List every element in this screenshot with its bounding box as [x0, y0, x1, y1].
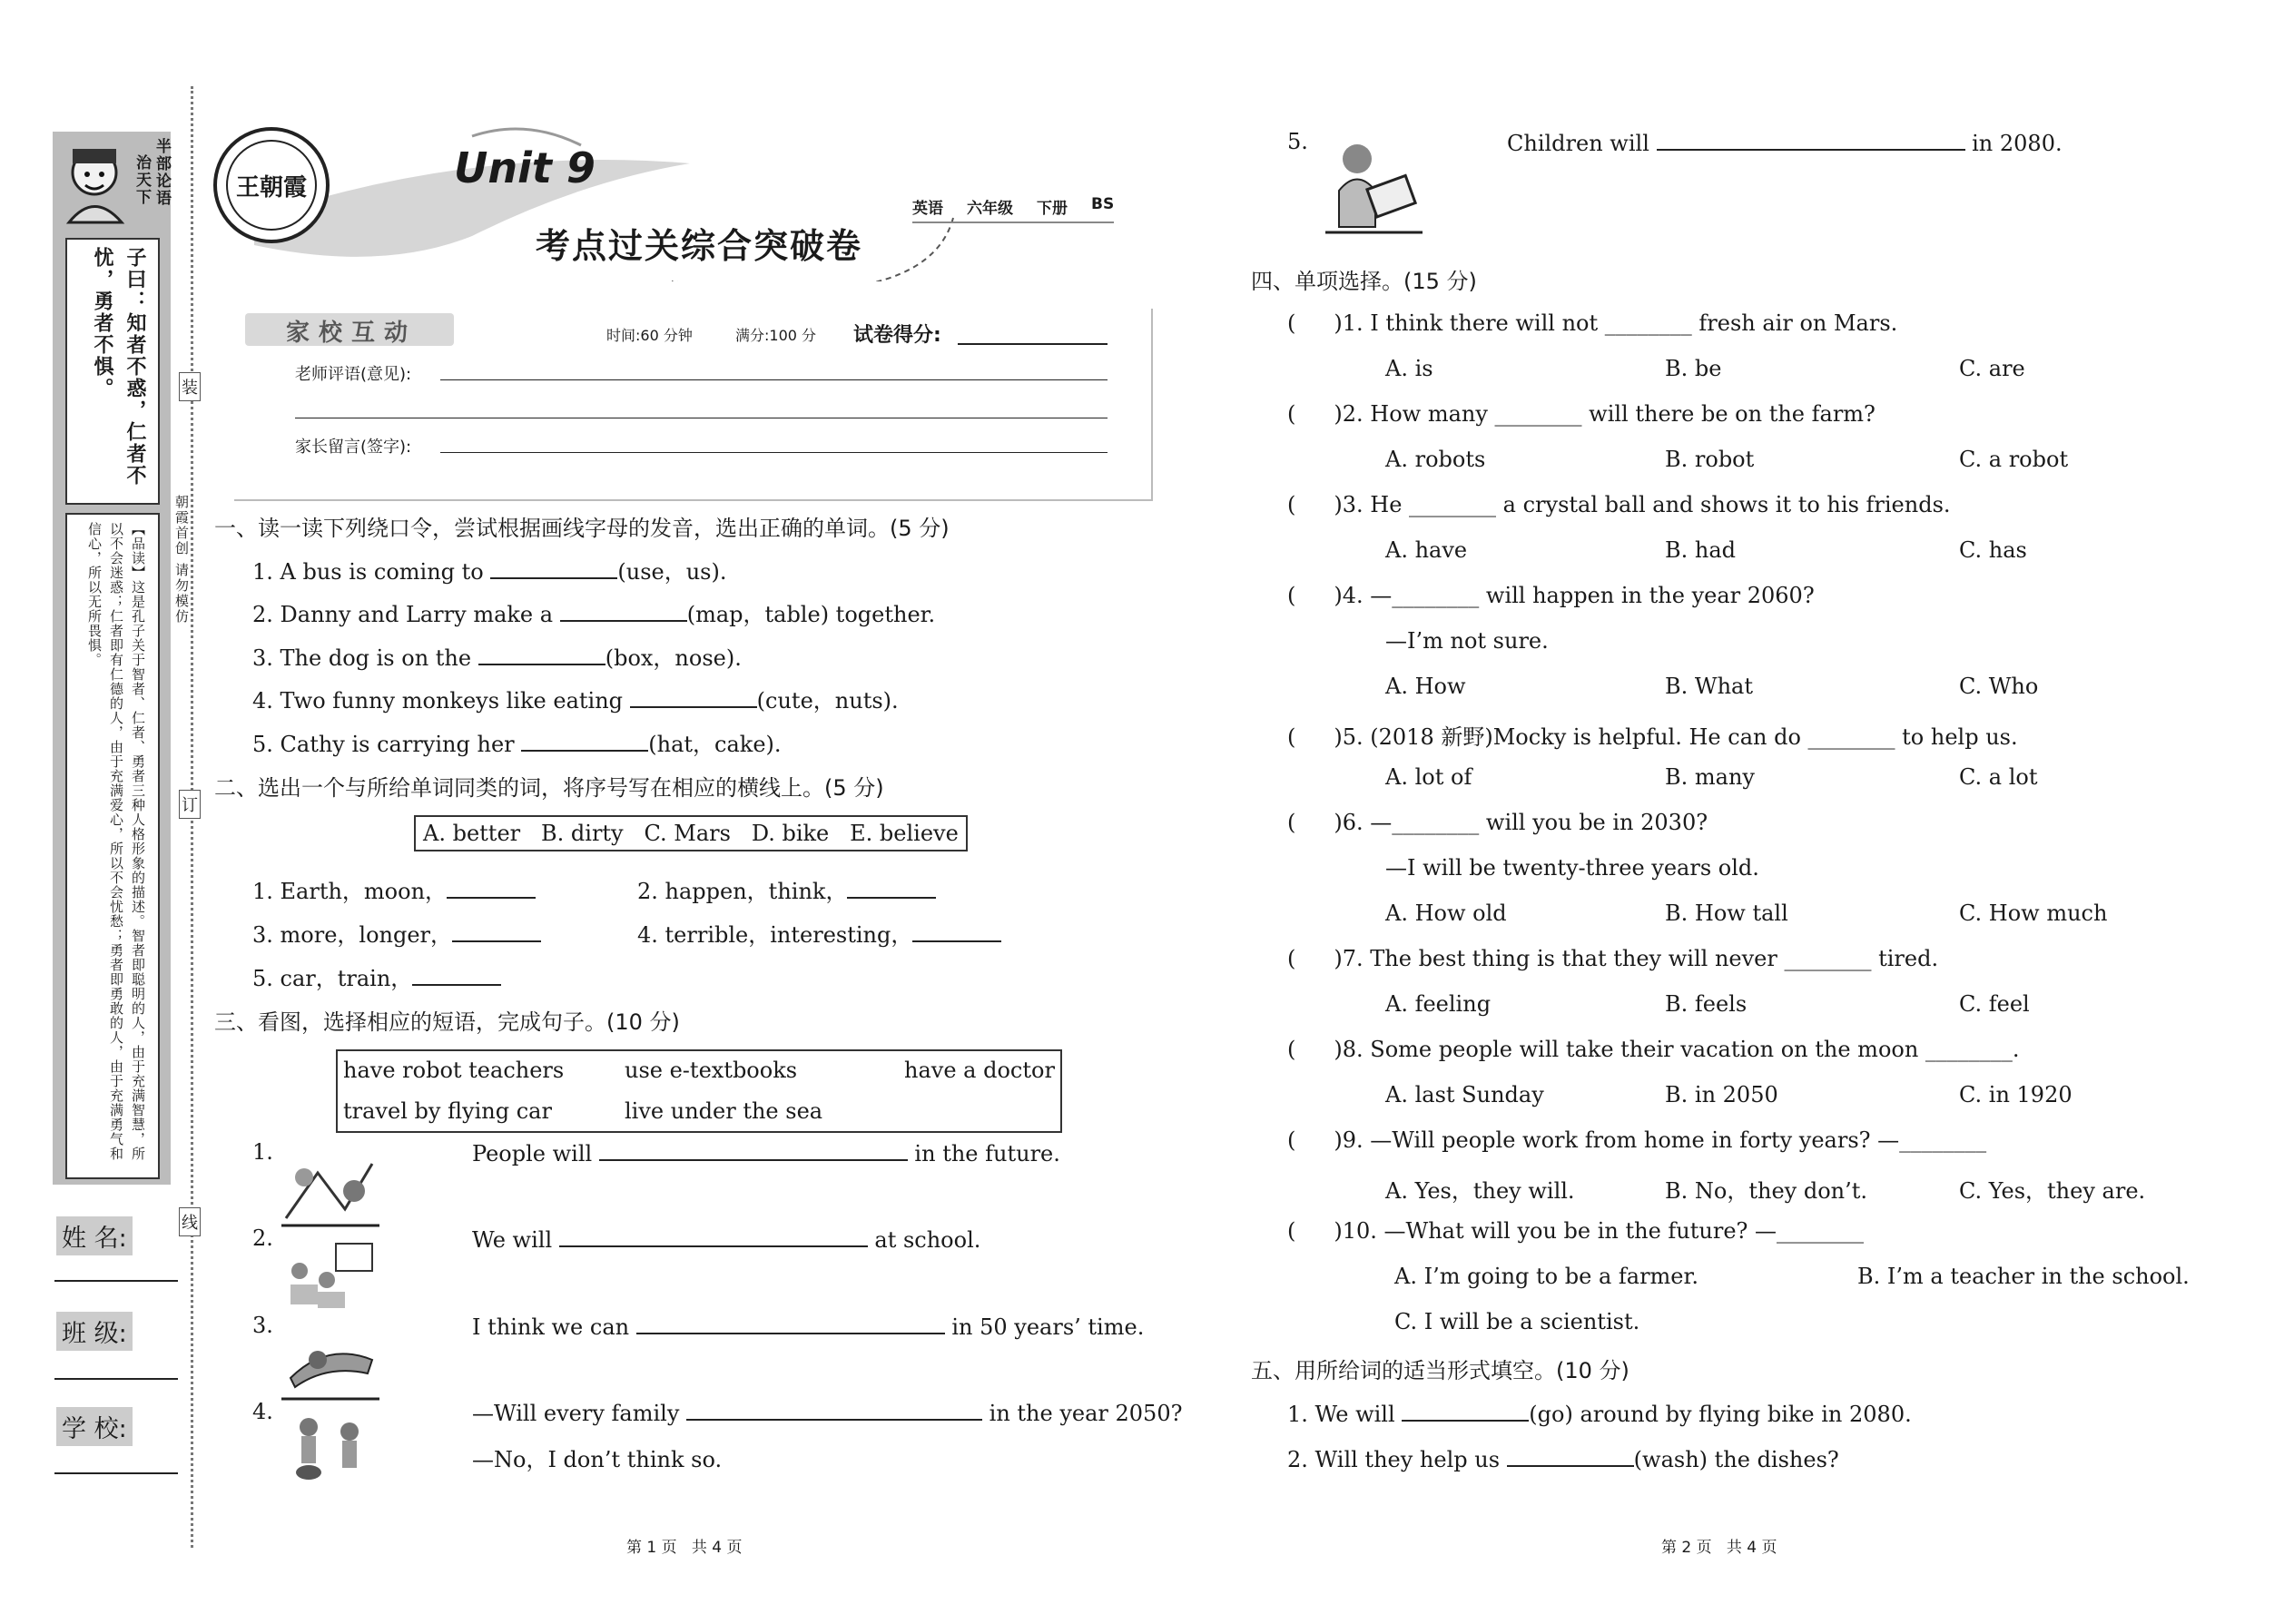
section4-title: 四、单项选择。(15 分): [1251, 269, 1477, 294]
s2-blank-2[interactable]: [847, 877, 936, 899]
q5-opt-a[interactable]: A. lot of: [1385, 764, 1472, 790]
s2-blank-1[interactable]: [447, 877, 536, 899]
q3-opt-a[interactable]: A. have: [1385, 537, 1468, 563]
q4-line2: —I’m not sure.: [1385, 628, 1549, 654]
s3-num-1: 1.: [252, 1139, 273, 1165]
s5-blank-1[interactable]: [1402, 1400, 1529, 1422]
q3-opt-c[interactable]: C. has: [1959, 537, 2027, 563]
s3-num-4: 4.: [252, 1399, 273, 1424]
s3-item-4-answer: —No，I don’t think so.: [472, 1447, 723, 1472]
score-label: 试卷得分:: [853, 324, 941, 347]
s3-item-1: People will in the future.: [472, 1141, 1060, 1166]
q6-line2: —I will be twenty-three years old.: [1385, 855, 1759, 881]
footer-page-2: 第 2 页 共 4 页: [1661, 1539, 1777, 1557]
s3-item-5: Children will in 2080.: [1507, 131, 2063, 156]
teacher-comment-label: 老师评语(意见):: [295, 365, 412, 384]
family-box-frame: [234, 309, 1153, 501]
s3-picture-4: [281, 1409, 379, 1481]
parent-message-label: 家长留言(签字):: [295, 438, 412, 457]
s1-item-4: 4. Two funny monkeys like eating (cute，nuts).: [252, 688, 899, 714]
q6: ( )6. —________ will you be in 2030?: [1287, 810, 1708, 835]
s5-item-2: 2. Will they help us (wash) the dishes?: [1287, 1447, 1839, 1472]
s2-blank-4[interactable]: [912, 920, 1001, 942]
section2-title: 二、选出一个与所给单词同类的词，将序号写在相应的横线上。(5 分): [214, 775, 884, 801]
s1-blank-1[interactable]: [490, 557, 617, 579]
q8-opt-a[interactable]: A. last Sunday: [1385, 1082, 1544, 1107]
unit-title: Unit 9: [454, 143, 596, 192]
q3: ( )3. He ________ a crystal ball and shows it to his friends.: [1287, 492, 1951, 517]
name-field[interactable]: [54, 1280, 178, 1282]
q7-opt-c[interactable]: C. feel: [1959, 991, 2030, 1017]
tag-volume: 下册: [1037, 200, 1068, 218]
class-field[interactable]: [54, 1378, 178, 1380]
q10-opt-a[interactable]: A. I’m going to be a farmer.: [1394, 1264, 1698, 1289]
footer-page-1: 第 1 页 共 4 页: [626, 1539, 743, 1557]
tag-grade: 六年级: [967, 200, 1013, 218]
name-label: 姓 名:: [56, 1216, 133, 1255]
s5-item-1: 1. We will (go) around by flying bike in 2080.: [1287, 1402, 1912, 1427]
q2-opt-b[interactable]: B. robot: [1665, 447, 1755, 472]
q1-opt-a[interactable]: A. is: [1385, 356, 1433, 381]
s1-blank-4[interactable]: [630, 686, 757, 708]
q2-opt-c[interactable]: C. a robot: [1959, 447, 2069, 472]
series-label-left: 治天下: [133, 154, 151, 206]
q4-opt-a[interactable]: A. How: [1385, 674, 1466, 699]
q9-opt-b[interactable]: B. No，they don’t.: [1665, 1178, 1868, 1204]
q4: ( )4. —________ will happen in the year 2060?: [1287, 583, 1815, 608]
s1-item-1: 1. A bus is coming to (use，us).: [252, 559, 727, 585]
s2-item-5: 5. car，train，: [252, 960, 501, 992]
confucius-illustration: [58, 136, 140, 227]
q6-opt-b[interactable]: B. How tall: [1665, 901, 1788, 926]
s1-blank-5[interactable]: [521, 730, 648, 752]
s3-blank-2[interactable]: [559, 1225, 868, 1247]
q2: ( )2. How many ________ will there be on the farm?: [1287, 401, 1876, 427]
school-field[interactable]: [54, 1472, 178, 1474]
page-title: 考点过关综合突破卷: [536, 226, 863, 266]
q5-opt-c[interactable]: C. a lot: [1959, 764, 2038, 790]
s3-item-4: —Will every family in the year 2050?: [472, 1401, 1183, 1426]
s2-blank-5[interactable]: [412, 964, 501, 986]
s3-picture-2: [281, 1239, 379, 1312]
q7-opt-b[interactable]: B. feels: [1665, 991, 1748, 1017]
cut-mark-3: 线: [179, 1207, 201, 1236]
s3-num-2: 2.: [252, 1225, 273, 1251]
cut-mark-2: 订: [179, 790, 201, 819]
school-label: 学 校:: [56, 1407, 133, 1446]
s3-num-3: 3.: [252, 1313, 273, 1338]
family-banner: 家校互动: [286, 320, 418, 347]
s3-item-3: I think we can in 50 years’ time.: [472, 1314, 1145, 1340]
q8: ( )8. Some people will take their vacation on the moon ________.: [1287, 1037, 2020, 1062]
subject-tags: [912, 195, 1114, 223]
brand-logo: [213, 127, 330, 243]
s1-blank-3[interactable]: [478, 644, 605, 665]
s3-picture-3: [281, 1324, 379, 1401]
q2-opt-a[interactable]: A. robots: [1385, 447, 1486, 472]
s1-item-3: 3. The dog is on the (box，nose).: [252, 645, 742, 671]
q7-opt-a[interactable]: A. feeling: [1385, 991, 1492, 1017]
q3-opt-b[interactable]: B. had: [1665, 537, 1737, 563]
s3-num-5: 5.: [1287, 129, 1308, 154]
s3-phrase-5: live under the sea: [625, 1098, 823, 1124]
section3-title: 三、看图，选择相应的短语，完成句子。(10 分): [214, 1009, 680, 1035]
s1-item-5: 5. Cathy is carrying her (hat，cake).: [252, 732, 782, 757]
s1-blank-2[interactable]: [560, 600, 687, 622]
q7: ( )7. The best thing is that they will never ________ tired.: [1287, 946, 1939, 971]
q10: ( )10. —What will you be in the future? —________: [1287, 1218, 1865, 1244]
tag-subject: 英语: [912, 200, 943, 218]
q9-opt-c[interactable]: C. Yes，they are.: [1959, 1178, 2146, 1204]
q1: ( )1. I think there will not ________ fresh air on Mars.: [1287, 310, 1898, 336]
s2-options-box: A. better B. dirty C. Mars D. bike E. believe: [414, 815, 968, 851]
s2-item-3: 3. more，longer，: [252, 917, 541, 949]
q10-opt-c[interactable]: C. I will be a scientist.: [1394, 1309, 1640, 1334]
s3-phrase-1: have robot teachers: [343, 1058, 565, 1083]
s5-blank-2[interactable]: [1507, 1445, 1634, 1467]
q6-opt-c[interactable]: C. How much: [1959, 901, 2108, 926]
q9: ( )9. —Will people work from home in forty years? —________: [1287, 1127, 1987, 1153]
quote-text: 子曰：知者不惑，仁者不忧，勇者不惧。: [91, 247, 146, 487]
s3-blank-5[interactable]: [1657, 129, 1965, 151]
q4-opt-c[interactable]: C. Who: [1959, 674, 2039, 699]
s3-picture-1: [281, 1155, 379, 1227]
q8-opt-c[interactable]: C. in 1920: [1959, 1082, 2072, 1107]
s3-blank-3[interactable]: [636, 1313, 945, 1334]
s3-picture-5: [1321, 136, 1428, 236]
q4-opt-b[interactable]: B. What: [1665, 674, 1753, 699]
s3-phrase-3: have a doctor: [904, 1058, 1055, 1083]
s2-blank-3[interactable]: [452, 920, 541, 942]
exam-full-score: 满分:100 分: [735, 327, 817, 344]
q9-opt-a[interactable]: A. Yes，they will.: [1385, 1178, 1575, 1204]
s3-blank-1[interactable]: [599, 1139, 908, 1161]
tag-edition: BS: [1091, 195, 1115, 213]
s3-phrase-4: travel by flying car: [343, 1098, 552, 1124]
s1-item-2: 2. Danny and Larry make a (map，table) together.: [252, 602, 936, 627]
s2-item-2: 2. happen，think，: [637, 873, 936, 905]
s2-item-1: 1. Earth，moon，: [252, 873, 536, 905]
commentary-text: 【品读】这是孔子关于智者、仁者、勇者三种人格形象的描述。智者即聪明的人，由于充满智慧，所以不会迷惑；仁者即有仁德的人，由于充满爱心，所以不会忧愁；勇者即勇敢的人，由于充满勇气和信心，所以无所畏惧。: [86, 522, 146, 1161]
q8-opt-b[interactable]: B. in 2050: [1665, 1082, 1778, 1107]
q10-opt-b[interactable]: B. I’m a teacher in the school.: [1857, 1264, 2190, 1289]
section1-title: 一、读一读下列绕口令，尝试根据画线字母的发音，选出正确的单词。(5 分): [214, 516, 950, 541]
q5: ( )5. (2018 新野)Mocky is helpful. He can do ________ to help us.: [1287, 724, 2018, 750]
section5-title: 五、用所给词的适当形式填空。(10 分): [1251, 1358, 1629, 1383]
brand-note: 朝霞首创 请勿模仿: [173, 495, 190, 625]
cut-mark-1: 装: [179, 372, 201, 401]
class-label: 班 级:: [56, 1312, 133, 1351]
s2-item-4: 4. terrible，interesting，: [637, 917, 1001, 949]
brand-logo-text: 王朝霞: [235, 173, 307, 202]
q5-opt-b[interactable]: B. many: [1665, 764, 1755, 790]
s3-phrase-2: use e-textbooks: [625, 1058, 798, 1083]
q6-opt-a[interactable]: A. How old: [1385, 901, 1507, 926]
series-label-right: 半部论语: [153, 138, 171, 207]
q1-opt-b[interactable]: B. be: [1665, 356, 1722, 381]
exam-time: 时间:60 分钟: [606, 327, 693, 344]
s3-item-2: We will at school.: [472, 1227, 981, 1253]
q1-opt-c[interactable]: C. are: [1959, 356, 2025, 381]
s3-blank-4[interactable]: [686, 1399, 982, 1421]
